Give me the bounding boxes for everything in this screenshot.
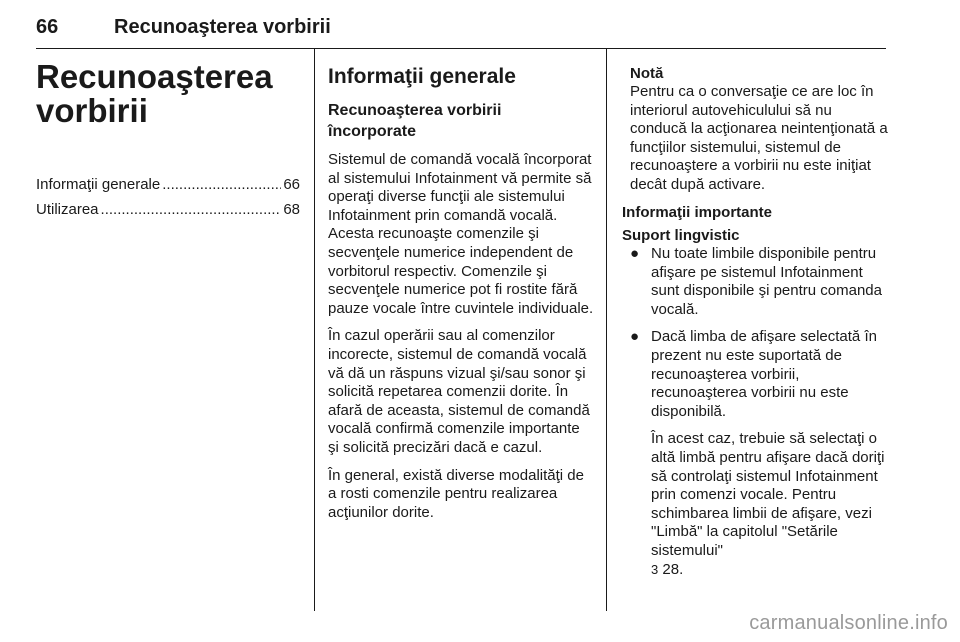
page-ref-link[interactable]: 28. xyxy=(662,560,684,578)
toc-label: Utilizarea xyxy=(36,201,99,218)
bullet-icon: ● xyxy=(630,245,640,262)
page-number: 66 xyxy=(36,16,59,38)
paragraph: În cazul operării sau al comenzilor incorecte, sistemul de comandă vocală vă dă un răspuns vizual şi/sau sonor şi solicită repetarea comenzii dorite. În afară de aceasta, sistemul de comandă vocală confirmă comenzile importante şi solicită precizări dacă e cazul. xyxy=(328,327,590,456)
paragraph: Sistemul de comandă vocală încorporat al sistemului Infotainment vă permite să operaţi diverse funcţii ale sistemului Infotainment prin comandă vocală. Acesta recunoaşte comenzile şi secvenţele numerice independent de vorbitorul respectiv. Comenzile şi secvenţele numerice pot fi rostite fără pauze vocale între cuvintele individuale. xyxy=(328,151,594,317)
subsection-title-line1: Recunoaşterea vorbirii xyxy=(328,102,502,119)
bullet-icon: ● xyxy=(630,328,640,346)
toc-entry-usage[interactable] xyxy=(36,197,300,222)
column-chapter xyxy=(36,54,300,222)
bullet-continuation xyxy=(651,430,888,579)
paragraph: În general, există diverse modalităţi de a rosti comenzile pentru realizarea acţiunilor dorite. xyxy=(328,466,584,521)
note-text: Pentru ca o conversaţie ce are loc în interiorul autovehiculului să nu conducă la acţionarea neintenţionată a funcţiilor sistemului, sistemul de recunoaştere a vorbirii nu este iniţiat decât după activare. xyxy=(630,83,888,193)
toc-leader-dots xyxy=(101,197,282,222)
watermark: carmanualsonline.info xyxy=(749,612,948,634)
chapter-title-line1: Recunoaşterea xyxy=(36,58,273,95)
section-title: Informaţii generale xyxy=(328,65,516,88)
column-important-info xyxy=(622,54,888,588)
header-rule xyxy=(36,48,886,49)
bullet-text: Dacă limba de afişare selectată în prezent nu este suportată de recunoaşterea vorbirii, recunoaşterea vorbirii nu este disponibilă. xyxy=(651,328,877,420)
list-item xyxy=(622,328,888,579)
toc-label: Informaţii generale xyxy=(36,176,161,193)
note-label: Notă xyxy=(630,65,664,82)
language-support-heading: Suport lingvistic xyxy=(622,227,740,244)
bullet-continuation-text: În acest caz, trebuie să selectaţi o altă limbă pentru afişare dacă doriţi să controlaţi sistemul Infotainment prin comenzi vocale. Pentru schimbarea limbii de afişare, vezi "Limbă" la capitolul "Setările sistemului" xyxy=(651,430,885,559)
page-ref-arrow-icon: 3 xyxy=(651,561,659,577)
important-info-heading: Informaţii importante xyxy=(622,204,773,221)
bullet-list xyxy=(622,245,888,579)
bullet-text: Nu toate limbile disponibile pentru afişare pe sistemul Infotainment sunt disponibile şi pentru comanda vocală. xyxy=(651,245,882,318)
running-title: Recunoaşterea vorbirii xyxy=(114,16,331,38)
subsection-title-line2: încorporate xyxy=(328,123,417,140)
toc-page: 66 xyxy=(283,176,300,193)
table-of-contents xyxy=(36,172,300,222)
list-item xyxy=(622,245,888,319)
chapter-title xyxy=(36,60,300,128)
page-header xyxy=(36,16,886,42)
toc-leader-dots xyxy=(162,172,281,197)
column-general-info xyxy=(328,54,594,522)
column-rule-2 xyxy=(606,49,607,611)
column-rule-1 xyxy=(314,49,315,611)
toc-page: 68 xyxy=(283,201,300,218)
toc-entry-general[interactable] xyxy=(36,172,300,197)
chapter-title-line2: vorbirii xyxy=(36,92,148,129)
subsection-title xyxy=(328,100,594,142)
